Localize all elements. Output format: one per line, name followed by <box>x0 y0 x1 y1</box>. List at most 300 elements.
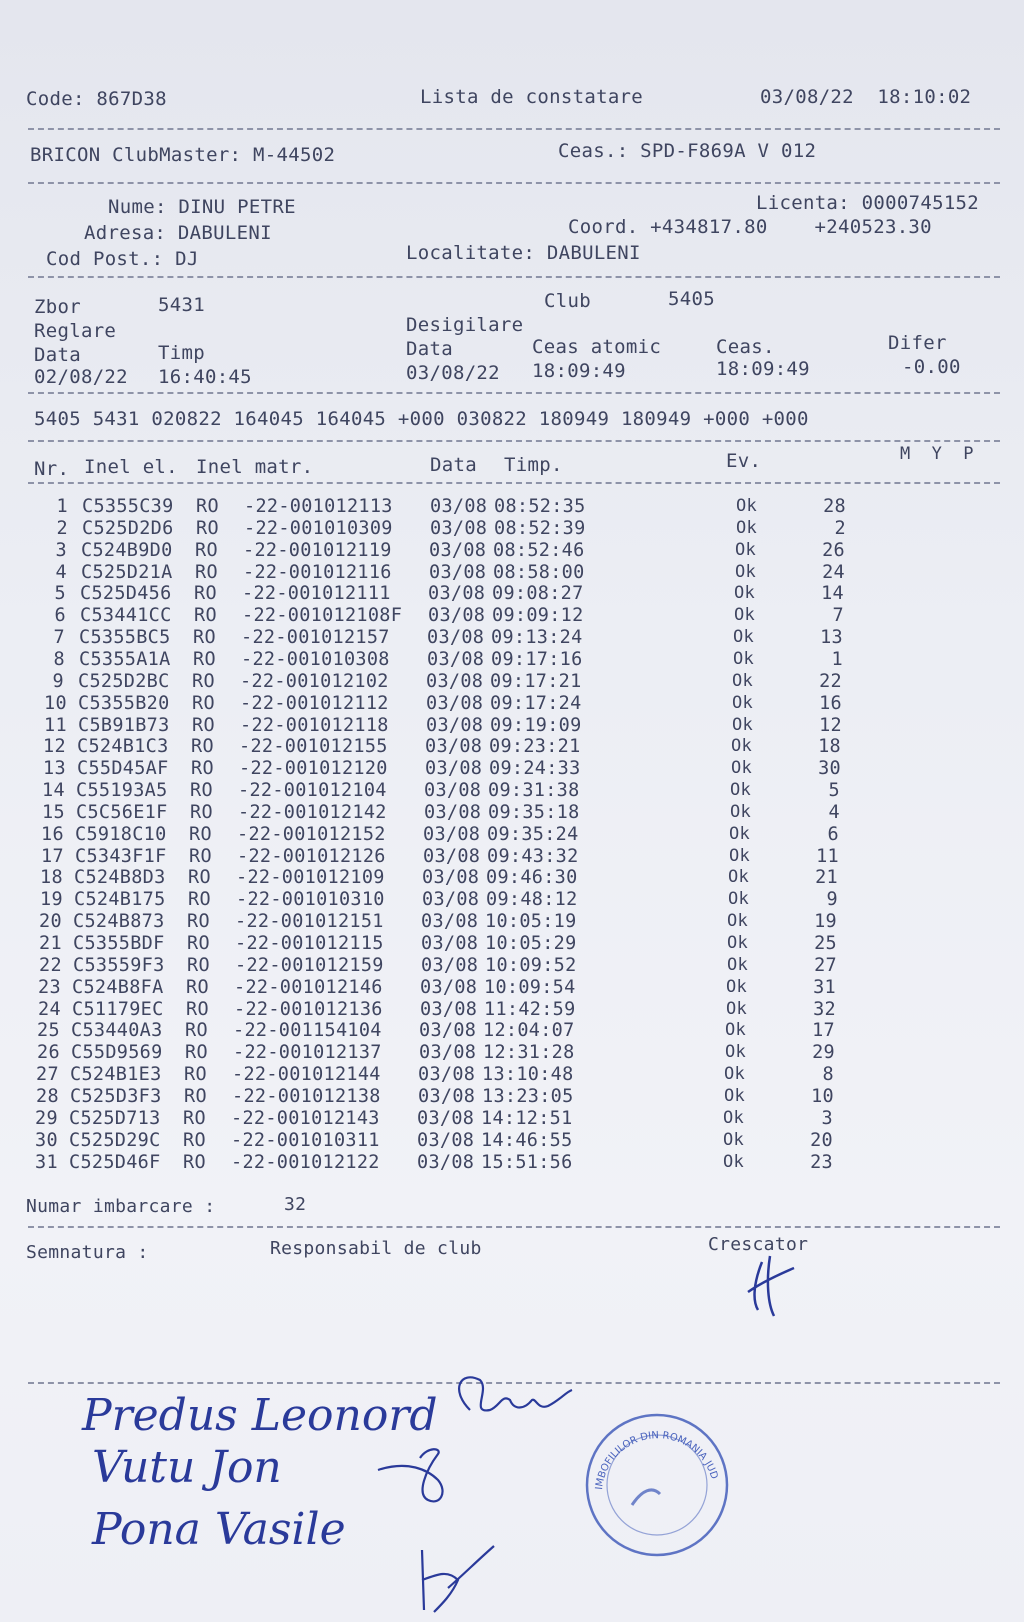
row-time: 09:23:21 <box>489 736 581 758</box>
row-date: 03/08 <box>424 780 482 802</box>
club-stamp <box>578 1402 732 1560</box>
row-inel-matr: -22-001012151 <box>235 911 384 933</box>
row-time: 09:17:21 <box>490 670 582 692</box>
row-nr: 12 <box>43 736 66 758</box>
row-event: Ok <box>732 714 754 735</box>
row-inel-el: C525D456 <box>80 583 172 605</box>
row-date: 03/08 <box>417 1107 475 1129</box>
row-country: RO <box>185 1020 208 1042</box>
row-date: 03/08 <box>425 758 483 780</box>
owner-name: Nume: DINU PETRE <box>108 196 296 218</box>
row-position: 22 <box>819 670 842 692</box>
row-time: 09:35:18 <box>488 801 580 823</box>
row-date: 03/08 <box>426 692 484 714</box>
row-inel-matr: -22-001012152 <box>237 823 386 845</box>
row-inel-el: C525D2D6 <box>82 517 174 539</box>
row-nr: 15 <box>42 801 65 823</box>
signature-label: Semnatura : <box>26 1242 149 1263</box>
row-inel-el: C524B175 <box>74 889 166 911</box>
row-date: 03/08 <box>427 627 485 649</box>
row-position: 30 <box>818 758 841 780</box>
table-row <box>0 629 1024 651</box>
row-event: Ok <box>733 648 755 669</box>
row-position: 6 <box>827 823 839 845</box>
row-inel-el: C525D713 <box>69 1107 161 1129</box>
row-country: RO <box>187 954 210 976</box>
row-inel-el: C5343F1F <box>75 845 167 867</box>
row-inel-el: C524B8FA <box>72 976 164 998</box>
row-inel-el: C53440A3 <box>71 1020 163 1042</box>
row-nr: 26 <box>37 1042 60 1064</box>
table-row <box>0 562 1024 584</box>
row-country: RO <box>195 561 218 583</box>
row-time: 15:51:56 <box>481 1151 573 1173</box>
zbor-label: Zbor <box>34 296 81 318</box>
row-inel-matr: -22-001012111 <box>242 583 391 605</box>
difer-label: Difer <box>888 332 947 354</box>
col-inel-el: Inel el. <box>84 456 178 478</box>
row-inel-el: C524B873 <box>73 911 165 933</box>
divider <box>28 1226 1000 1228</box>
row-country: RO <box>184 1064 207 1086</box>
row-nr: 17 <box>41 845 64 867</box>
document-title: Lista de constatare <box>420 86 644 108</box>
row-time: 10:05:29 <box>485 933 577 954</box>
col-data: Data <box>430 454 477 476</box>
row-time: 13:23:05 <box>482 1085 574 1107</box>
handwritten-signature-3 <box>408 1540 498 1620</box>
row-inel-matr: -22-001012120 <box>239 758 388 780</box>
row-nr: 31 <box>35 1151 58 1173</box>
row-date: 03/08 <box>426 714 484 736</box>
club-responsible-label: Responsabil de club <box>270 1238 482 1259</box>
row-time: 13:10:48 <box>482 1064 574 1086</box>
table-row <box>0 1151 1024 1181</box>
zbor-value: 5431 <box>158 294 205 316</box>
row-date: 03/08 <box>423 845 481 867</box>
stamp-text: IMBOFILILOR DIN ROMANIA JUDETULUI DOLJ IGG <box>578 1402 720 1491</box>
timp-label: Timp <box>158 342 205 364</box>
clock-id: Ceas.: SPD-F869A V 012 <box>558 140 817 162</box>
row-country: RO <box>183 1107 206 1129</box>
row-inel-matr: -22-001012112 <box>240 692 389 714</box>
row-inel-matr: -22-001010309 <box>244 517 393 539</box>
breeder-signature <box>740 1252 800 1322</box>
row-date: 03/08 <box>417 1129 475 1151</box>
row-date: 03/08 <box>421 933 479 954</box>
table-row <box>0 540 1024 562</box>
row-position: 28 <box>823 496 846 517</box>
row-time: 09:17:16 <box>491 648 583 670</box>
handwritten-line-2: Vutu Jon <box>92 1442 282 1493</box>
table-row <box>0 607 1024 629</box>
row-country: RO <box>189 845 212 867</box>
row-time: 11:42:59 <box>484 998 576 1020</box>
row-position: 27 <box>814 954 837 976</box>
data-label-2: Data <box>406 338 453 360</box>
row-country: RO <box>186 998 209 1020</box>
row-event: Ok <box>724 1085 746 1106</box>
reglare-label: Reglare <box>34 320 117 342</box>
row-country: RO <box>193 648 216 670</box>
row-nr: 1 <box>56 496 68 517</box>
row-position: 26 <box>822 539 845 561</box>
row-position: 17 <box>812 1020 835 1042</box>
owner-license: Licenta: 0000745152 <box>756 192 980 214</box>
row-inel-el: C5355BC5 <box>79 627 171 649</box>
row-country: RO <box>189 823 212 845</box>
row-country: RO <box>187 933 210 954</box>
row-time: 09:08:27 <box>492 583 584 605</box>
row-inel-matr: -22-001012113 <box>244 496 393 517</box>
row-event: Ok <box>736 517 758 538</box>
row-country: RO <box>183 1129 206 1151</box>
row-inel-matr: -22-001012159 <box>235 954 384 976</box>
row-nr: 4 <box>55 561 67 583</box>
row-inel-matr: -22-001012142 <box>238 801 387 823</box>
row-event: Ok <box>727 911 749 932</box>
row-position: 4 <box>828 801 840 823</box>
table-row <box>0 518 1024 540</box>
row-inel-el: C525D3F3 <box>70 1085 162 1107</box>
row-event: Ok <box>723 1107 745 1128</box>
row-position: 1 <box>831 648 843 670</box>
row-event: Ok <box>728 867 750 888</box>
row-inel-el: C53559F3 <box>73 954 165 976</box>
row-country: RO <box>194 583 217 605</box>
row-nr: 18 <box>40 867 63 889</box>
row-date: 03/08 <box>428 605 486 627</box>
row-date: 03/08 <box>427 648 485 670</box>
row-inel-el: C525D2BC <box>78 670 170 692</box>
row-time: 14:12:51 <box>481 1107 573 1129</box>
row-inel-el: C524B8D3 <box>74 867 166 889</box>
row-position: 18 <box>818 736 841 758</box>
row-inel-el: C55193A5 <box>76 780 168 802</box>
row-inel-matr: -22-001012157 <box>241 627 390 649</box>
row-time: 09:43:32 <box>487 845 579 867</box>
row-inel-matr: -22-001010308 <box>241 648 390 670</box>
row-inel-matr: -22-001012108F <box>242 605 403 627</box>
row-inel-matr: -22-001012116 <box>243 561 392 583</box>
divider <box>28 276 1000 278</box>
row-inel-el: C5355A1A <box>79 648 171 670</box>
row-inel-matr: -22-001012122 <box>231 1151 380 1173</box>
row-country: RO <box>188 889 211 911</box>
col-myp: M Y P <box>900 444 974 464</box>
handwritten-line-3: Pona Vasile <box>92 1504 346 1555</box>
row-event: Ok <box>726 998 748 1019</box>
row-nr: 19 <box>40 889 63 911</box>
row-position: 16 <box>819 692 842 714</box>
row-inel-el: C524B1E3 <box>70 1064 162 1086</box>
row-country: RO <box>187 911 210 933</box>
club-value: 5405 <box>668 288 715 310</box>
row-time: 08:52:46 <box>493 539 585 561</box>
row-date: 03/08 <box>430 517 488 539</box>
row-country: RO <box>192 714 215 736</box>
club-label: Club <box>544 290 591 312</box>
row-nr: 29 <box>35 1107 58 1129</box>
row-position: 7 <box>832 605 844 627</box>
row-event: Ok <box>734 583 756 604</box>
row-date: 03/08 <box>419 1042 477 1064</box>
row-date: 03/08 <box>426 670 484 692</box>
row-date: 03/08 <box>430 496 488 517</box>
row-inel-el: C55D9569 <box>71 1042 163 1064</box>
row-inel-matr: -22-001010310 <box>236 889 385 911</box>
row-country: RO <box>194 605 217 627</box>
row-inel-el: C524B1C3 <box>77 736 169 758</box>
col-timp: Timp. <box>504 454 563 476</box>
row-nr: 5 <box>54 583 66 605</box>
row-position: 19 <box>814 911 837 933</box>
row-position: 24 <box>822 561 845 583</box>
row-event: Ok <box>733 627 755 648</box>
row-event: Ok <box>725 1020 747 1041</box>
row-inel-matr: -22-001012102 <box>240 670 389 692</box>
row-country: RO <box>190 801 213 823</box>
row-inel-matr: -22-001154104 <box>233 1020 382 1042</box>
row-inel-matr: -22-001012104 <box>238 780 387 802</box>
row-date: 03/08 <box>424 801 482 823</box>
row-position: 14 <box>821 583 844 605</box>
row-inel-matr: -22-001012115 <box>235 933 384 954</box>
row-time: 10:09:54 <box>484 976 576 998</box>
row-event: Ok <box>732 692 754 713</box>
row-nr: 21 <box>39 933 62 954</box>
row-inel-el: C5918C10 <box>75 823 167 845</box>
row-time: 10:05:19 <box>485 911 577 933</box>
data-label: Data <box>34 344 81 366</box>
row-position: 21 <box>815 867 838 889</box>
row-country: RO <box>196 496 219 517</box>
col-inel-matr: Inel matr. <box>196 456 314 478</box>
row-date: 03/08 <box>428 583 486 605</box>
divider <box>28 128 1000 130</box>
row-inel-el: C525D21A <box>81 561 173 583</box>
row-country: RO <box>188 867 211 889</box>
count-label: Numar imbarcare : <box>26 1196 216 1217</box>
row-event: Ok <box>730 801 752 822</box>
row-nr: 11 <box>44 714 67 736</box>
handwritten-signature-2 <box>368 1440 468 1510</box>
row-position: 2 <box>834 517 846 539</box>
row-nr: 14 <box>42 780 65 802</box>
row-position: 10 <box>811 1085 834 1107</box>
row-position: 25 <box>814 933 837 954</box>
row-date: 03/08 <box>423 823 481 845</box>
row-nr: 9 <box>52 670 64 692</box>
row-nr: 2 <box>56 517 68 539</box>
handwritten-line-1: Predus Leonord <box>82 1390 438 1441</box>
row-position: 3 <box>821 1107 833 1129</box>
row-country: RO <box>196 517 219 539</box>
divider <box>28 392 1000 394</box>
row-inel-matr: -22-001012136 <box>234 998 383 1020</box>
row-date: 03/08 <box>420 998 478 1020</box>
row-inel-el: C53441CC <box>80 605 172 627</box>
desigilare-label: Desigilare <box>406 314 524 336</box>
row-country: RO <box>195 539 218 561</box>
row-time: 12:04:07 <box>483 1020 575 1042</box>
row-country: RO <box>186 976 209 998</box>
row-nr: 28 <box>36 1085 59 1107</box>
row-position: 9 <box>826 889 838 911</box>
row-inel-matr: -22-001012155 <box>239 736 388 758</box>
row-event: Ok <box>724 1064 746 1085</box>
row-position: 20 <box>810 1129 833 1151</box>
row-nr: 8 <box>53 648 65 670</box>
row-inel-matr: -22-001012109 <box>236 867 385 889</box>
row-event: Ok <box>727 954 749 975</box>
row-inel-el: C5355B20 <box>78 692 170 714</box>
row-position: 32 <box>813 998 836 1020</box>
row-date: 03/08 <box>421 954 479 976</box>
ceas-atomic-label: Ceas atomic <box>532 336 662 358</box>
row-date: 03/08 <box>425 736 483 758</box>
row-inel-matr: -22-001010311 <box>231 1129 380 1151</box>
row-inel-el: C525D29C <box>69 1129 161 1151</box>
row-nr: 13 <box>43 758 66 780</box>
row-country: RO <box>190 780 213 802</box>
row-nr: 23 <box>38 976 61 998</box>
row-event: Ok <box>732 670 754 691</box>
row-country: RO <box>191 758 214 780</box>
row-position: 31 <box>813 976 836 998</box>
row-inel-el: C51179EC <box>72 998 164 1020</box>
row-nr: 10 <box>44 692 67 714</box>
row-position: 5 <box>828 780 840 802</box>
row-event: Ok <box>731 758 753 779</box>
row-event: Ok <box>729 845 751 866</box>
owner-postcode: Cod Post.: DJ <box>46 248 199 270</box>
code-line: 5405 5431 020822 164045 164045 +000 030822 180949 180949 +000 +000 <box>34 408 809 430</box>
row-country: RO <box>185 1042 208 1064</box>
row-nr: 30 <box>35 1129 58 1151</box>
row-country: RO <box>193 627 216 649</box>
row-event: Ok <box>726 976 748 997</box>
row-date: 03/08 <box>420 976 478 998</box>
row-inel-matr: -22-001012144 <box>232 1064 381 1086</box>
row-nr: 25 <box>37 1020 60 1042</box>
row-date: 03/08 <box>429 539 487 561</box>
row-time: 09:35:24 <box>487 823 579 845</box>
row-inel-el: C5B91B73 <box>78 714 170 736</box>
ceas-label: Ceas. <box>716 336 775 358</box>
row-event: Ok <box>736 496 758 516</box>
row-nr: 20 <box>39 911 62 933</box>
desigilare-ceas: 18:09:49 <box>716 358 810 380</box>
row-time: 09:48:12 <box>486 889 578 911</box>
row-inel-matr: -22-001012146 <box>234 976 383 998</box>
row-date: 03/08 <box>422 867 480 889</box>
row-time: 09:13:24 <box>491 627 583 649</box>
row-time: 14:46:55 <box>481 1129 573 1151</box>
code-label: Code: 867D38 <box>26 88 167 110</box>
row-position: 23 <box>810 1151 833 1173</box>
row-country: RO <box>191 736 214 758</box>
row-date: 03/08 <box>418 1064 476 1086</box>
row-time: 09:19:09 <box>490 714 582 736</box>
row-time: 10:09:52 <box>485 954 577 976</box>
row-nr: 6 <box>54 605 66 627</box>
row-event: Ok <box>735 561 757 582</box>
row-country: RO <box>183 1151 206 1173</box>
row-date: 03/08 <box>419 1020 477 1042</box>
system-name: BRICON ClubMaster: M-44502 <box>30 144 336 166</box>
breeder-label: Crescator <box>708 1234 809 1255</box>
row-nr: 27 <box>36 1064 59 1086</box>
row-inel-matr: -22-001012143 <box>231 1107 380 1129</box>
owner-address: Adresa: DABULENI <box>84 222 272 244</box>
row-time: 08:52:39 <box>494 517 586 539</box>
handwritten-signature-1 <box>440 1370 580 1430</box>
row-event: Ok <box>727 933 749 953</box>
row-time: 08:58:00 <box>493 561 585 583</box>
table-row <box>0 648 1024 673</box>
row-position: 12 <box>819 714 842 736</box>
divider <box>28 182 1000 184</box>
divider <box>28 482 1000 484</box>
row-event: Ok <box>723 1129 745 1150</box>
row-time: 08:52:35 <box>494 496 586 517</box>
row-date: 03/08 <box>418 1085 476 1107</box>
row-inel-el: C55D45AF <box>77 758 169 780</box>
desigilare-date: 03/08/22 <box>406 362 500 384</box>
row-position: 29 <box>812 1042 835 1064</box>
row-time: 12:31:28 <box>483 1042 575 1064</box>
row-nr: 22 <box>39 954 62 976</box>
col-ev: Ev. <box>726 450 762 472</box>
row-inel-el: C5C56E1F <box>76 801 168 823</box>
table-row <box>0 496 1024 518</box>
col-nr: Nr. <box>34 458 70 480</box>
reglare-time: 16:40:45 <box>158 366 252 388</box>
row-country: RO <box>192 670 215 692</box>
row-date: 03/08 <box>429 561 487 583</box>
row-event: Ok <box>734 605 756 626</box>
row-date: 03/08 <box>417 1151 475 1173</box>
row-country: RO <box>192 692 215 714</box>
row-date: 03/08 <box>421 911 479 933</box>
row-time: 09:09:12 <box>492 605 584 627</box>
difer-value: -0.00 <box>902 356 961 378</box>
row-position: 11 <box>816 845 839 867</box>
row-inel-matr: -22-001012118 <box>240 714 389 736</box>
row-nr: 24 <box>38 998 61 1020</box>
row-country: RO <box>184 1085 207 1107</box>
print-datetime: 03/08/22 18:10:02 <box>760 86 972 108</box>
row-event: Ok <box>735 539 757 560</box>
row-event: Ok <box>725 1042 747 1063</box>
row-event: Ok <box>729 823 751 844</box>
table-row <box>0 670 1024 695</box>
row-inel-matr: -22-001012126 <box>237 845 386 867</box>
row-nr: 3 <box>55 539 67 561</box>
row-position: 8 <box>822 1064 834 1086</box>
row-event: Ok <box>723 1151 745 1172</box>
reglare-date: 02/08/22 <box>34 366 128 388</box>
row-inel-el: C524B9D0 <box>81 539 173 561</box>
row-inel-matr: -22-001012137 <box>233 1042 382 1064</box>
row-inel-el: C5355BDF <box>73 933 165 954</box>
count-value: 32 <box>284 1194 307 1215</box>
row-time: 09:31:38 <box>488 780 580 802</box>
table-row <box>0 584 1024 606</box>
row-inel-matr: -22-001012138 <box>232 1085 381 1107</box>
row-event: Ok <box>730 780 752 801</box>
